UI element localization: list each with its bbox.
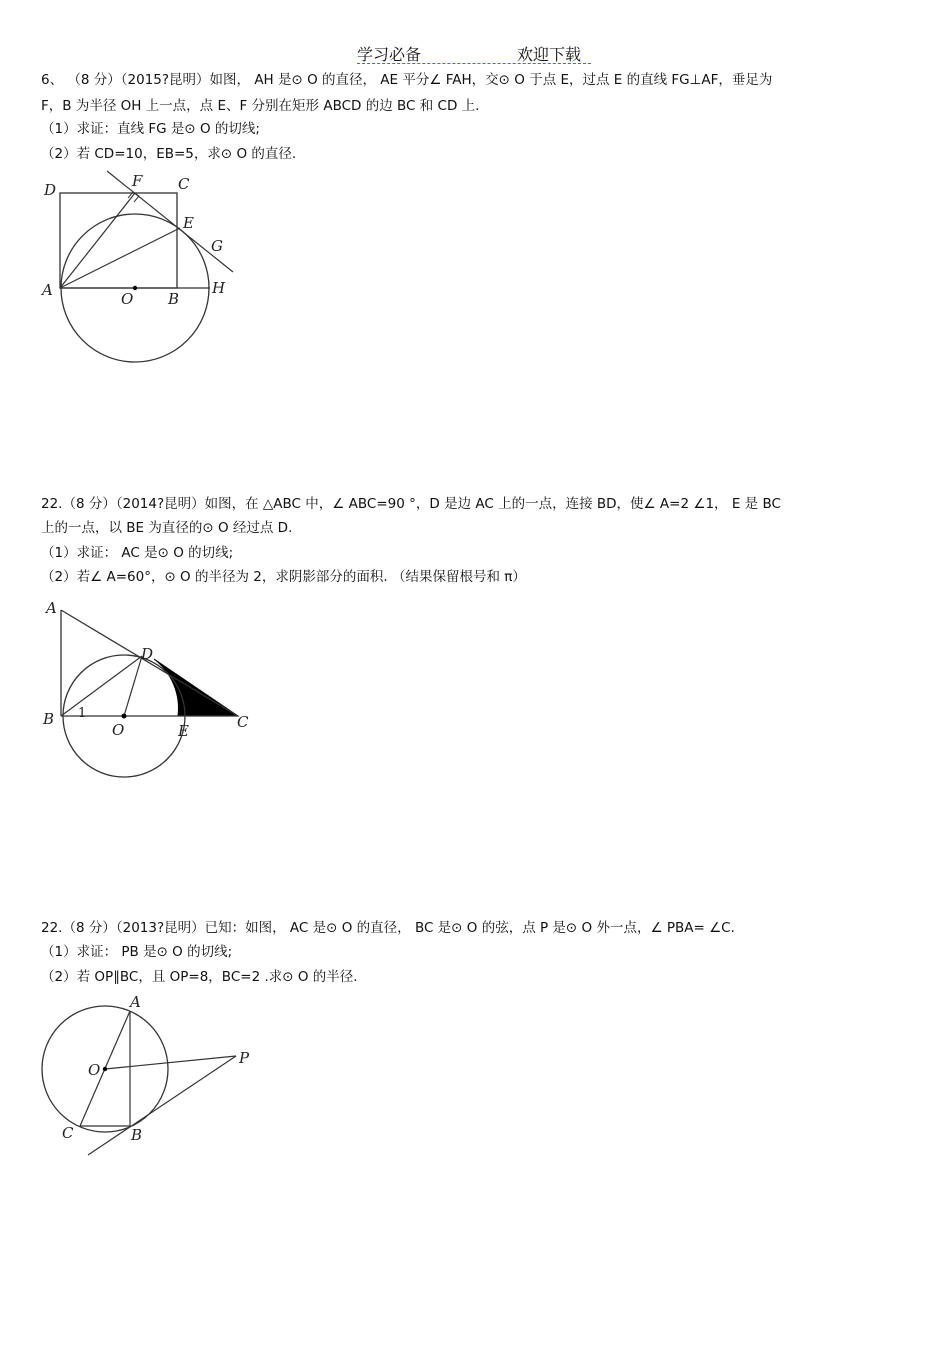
label-o: O <box>88 1061 101 1079</box>
label-p: P <box>239 1049 250 1067</box>
label-b: B <box>168 290 180 308</box>
tangent-pb <box>88 1056 236 1155</box>
side-ac <box>61 610 238 716</box>
tangent-fg <box>107 171 233 272</box>
problem3-question1: （1）求证： PB 是⊙ O 的切线; <box>41 944 233 960</box>
problem2-question1: （1）求证： AC 是⊙ O 的切线; <box>41 545 234 561</box>
label-c: C <box>62 1124 74 1142</box>
problem2-question2: （2）若∠ A=60°，⊙ O 的半径为 2，求阴影部分的面积. （结果保留根号和 π） <box>41 569 526 585</box>
label-f: F <box>132 172 143 190</box>
problem2-line1: 22.（8 分）（2014?昆明）如图，在 △ABC 中，∠ ABC=90 °，D 是边 AC 上的一点，连接 BD，使∠ A=2 ∠1， E 是 BC <box>41 496 781 512</box>
header-underline <box>357 63 591 64</box>
shaded-region <box>154 659 238 716</box>
label-a: A <box>42 281 53 299</box>
problem1-line2: F，B 为半径 OH 上一点，点 E、F 分别在矩形 ABCD 的边 BC 和 CD 上. <box>41 98 480 114</box>
segment-bd <box>61 656 142 716</box>
label-e: E <box>183 214 194 232</box>
label-angle-1: 1 <box>78 706 87 721</box>
label-o: O <box>121 290 134 308</box>
label-c: C <box>237 713 249 731</box>
label-d: D <box>141 645 154 663</box>
segment-af <box>60 193 135 288</box>
problem1-figure <box>30 165 250 370</box>
point-o <box>103 1067 107 1071</box>
label-g: G <box>211 237 223 255</box>
label-d: D <box>44 181 57 199</box>
segment-ae <box>60 228 180 288</box>
page-header <box>0 42 950 68</box>
problem1-line1: 6、 （8 分）（2015?昆明）如图， AH 是⊙ O 的直径， AE 平分∠ FAH，交⊙ O 于点 E，过点 E 的直线 FG⊥AF，垂足为 <box>41 72 773 88</box>
label-b: B <box>131 1126 143 1144</box>
label-h: H <box>212 279 226 297</box>
problem3-question2: （2）若 OP∥BC，且 OP=8，BC=2 .求⊙ O 的半径. <box>41 969 358 985</box>
problem3-line1: 22.（8 分）（2013?昆明）已知：如图， AC 是⊙ O 的直径， BC 是⊙ O 的弦，点 P 是⊙ O 外一点，∠ PBA= ∠C. <box>41 920 735 936</box>
point-o <box>133 286 137 290</box>
problem3-figure <box>30 990 270 1165</box>
problem1-question1: （1）求证：直线 FG 是⊙ O 的切线; <box>41 121 260 137</box>
label-c: C <box>178 175 190 193</box>
header-left-text: 学习必备 <box>357 45 422 64</box>
problem1-question2: （2）若 CD=10，EB=5，求⊙ O 的直径. <box>41 146 297 162</box>
segment-od <box>124 656 142 716</box>
label-a: A <box>130 993 141 1011</box>
problem2-figure <box>30 595 260 785</box>
point-o <box>122 714 127 719</box>
label-b: B <box>43 710 55 728</box>
header-right-text: 欢迎下载 <box>517 45 582 64</box>
label-e: E <box>178 722 189 740</box>
label-a: A <box>46 599 57 617</box>
segment-op <box>105 1056 236 1069</box>
problem2-line2: 上的一点，以 BE 为直径的⊙ O 经过点 D. <box>41 520 293 536</box>
label-o: O <box>112 721 125 739</box>
